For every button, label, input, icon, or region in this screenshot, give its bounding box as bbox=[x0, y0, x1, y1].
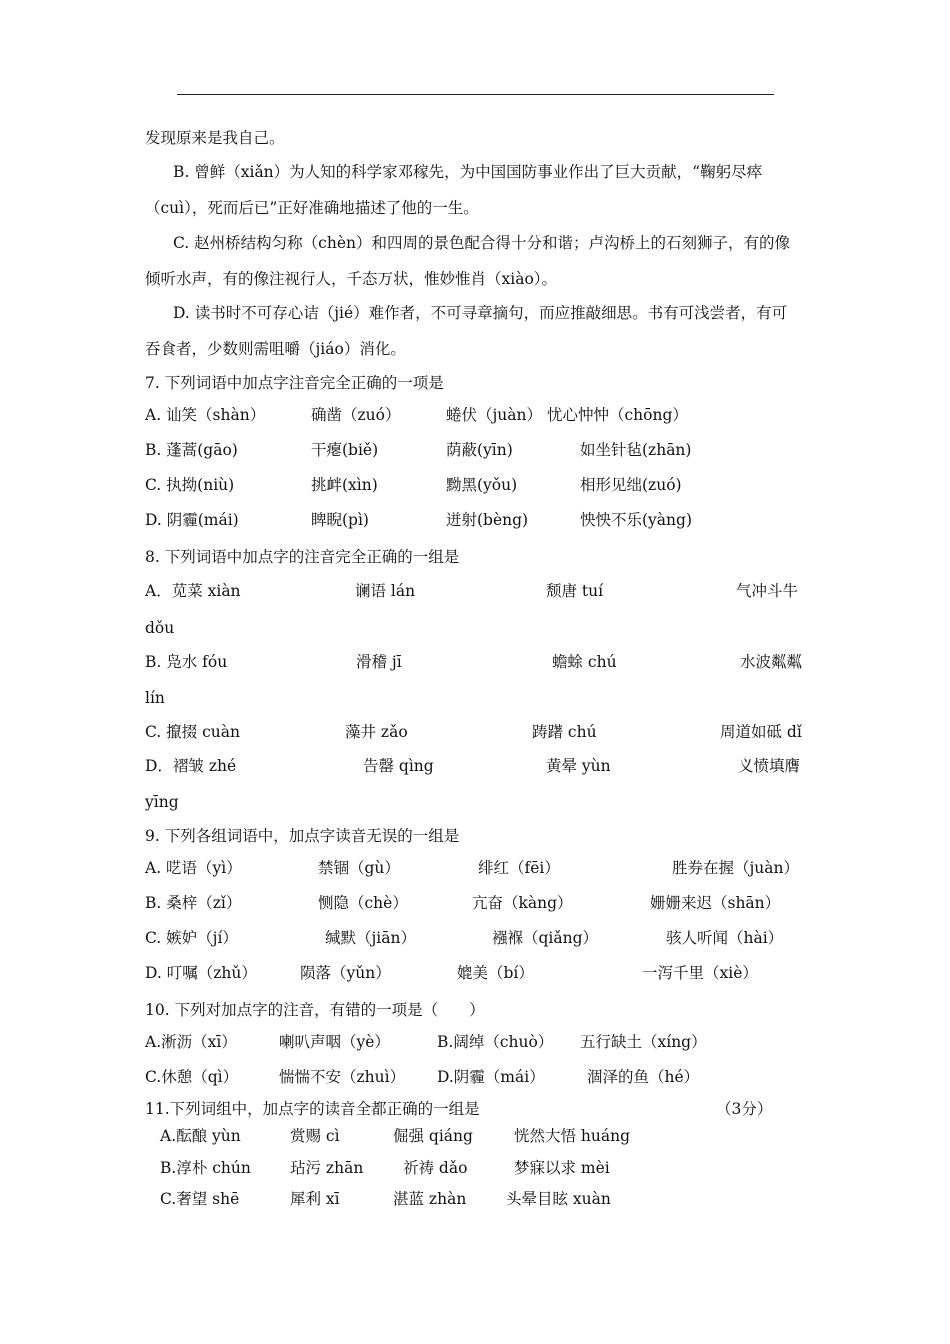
q9-d-2: 陨落（yǔn） bbox=[300, 964, 391, 982]
q11-c-2: 犀利 xī bbox=[290, 1190, 340, 1208]
question-11-score: （3分） bbox=[716, 1100, 773, 1118]
q11-a-3: 倔强 qiáng bbox=[393, 1127, 473, 1145]
option-b-line: B. 曾鲜（xiǎn）为人知的科学家邓稼先，为中国国防事业作出了巨大贡献，“鞠躬尽瘁 bbox=[173, 163, 763, 181]
question-10-stem: 10. 下列对加点字的注音，有错的一项是（ ） bbox=[145, 1001, 485, 1019]
q11-a-2: 赏赐 cì bbox=[290, 1127, 340, 1145]
paragraph-line: （cuì），死而后已”正好准确地描述了他的一生。 bbox=[145, 199, 479, 217]
q11-b-4: 梦寐以求 mèi bbox=[514, 1159, 610, 1177]
q9-d-1: D. 叮嘱（zhǔ） bbox=[145, 964, 257, 982]
q11-c-3: 湛蓝 zhàn bbox=[393, 1190, 467, 1208]
q10-b-2: 五行缺土（xíng） bbox=[580, 1033, 707, 1051]
q7-a-3: 蜷伏（juàn） bbox=[446, 406, 543, 424]
option-c-line: C. 赵州桥结构匀称（chèn）和四周的景色配合得十分和谐；卢沟桥上的石刻狮子，有的像 bbox=[173, 234, 790, 252]
q9-b-4: 姗姗来迟（shān） bbox=[650, 894, 781, 912]
q9-a-4: 胜券在握（juàn） bbox=[672, 859, 800, 877]
q9-d-4: 一泻千里（xiè） bbox=[642, 964, 758, 982]
q8-d-wrap: yīng bbox=[145, 793, 179, 811]
q10-c-2: 惴惴不安（zhuì） bbox=[279, 1068, 406, 1086]
q8-c-3: 踌躇 chú bbox=[532, 723, 597, 741]
q10-a-1: A.淅沥（xī） bbox=[145, 1033, 237, 1051]
q7-a-2: 确凿（zuó） bbox=[311, 406, 401, 424]
paragraph-line: 吞食者，少数则需咀嚼（jiáo）消化。 bbox=[145, 340, 406, 358]
q8-a-3: 颓唐 tuí bbox=[546, 582, 604, 600]
q11-b-1: B.淳朴 chún bbox=[160, 1159, 251, 1177]
q8-a-1: A．苋菜 xiàn bbox=[145, 582, 241, 600]
question-7-stem: 7. 下列词语中加点字注音完全正确的一项是 bbox=[145, 374, 444, 392]
q9-c-2: 缄默（jiān） bbox=[325, 929, 416, 947]
q7-a-1: A. 讪笑（shàn） bbox=[145, 406, 266, 424]
q7-b-2: 干瘪(biě) bbox=[311, 441, 379, 459]
q9-a-1: A. 呓语（yì） bbox=[145, 859, 242, 877]
q7-d-2: 睥睨(pì) bbox=[311, 511, 369, 529]
q9-a-3: 绯红（fēi） bbox=[478, 859, 560, 877]
q11-a-4: 恍然大悟 huáng bbox=[514, 1127, 631, 1145]
q9-c-3: 襁褓（qiǎng） bbox=[492, 929, 599, 947]
q9-b-3: 亢奋（kàng） bbox=[472, 894, 573, 912]
q9-a-2: 禁锢（gù） bbox=[318, 859, 400, 877]
q7-d-4: 怏怏不乐(yàng) bbox=[580, 511, 692, 529]
q8-b-2: 滑稽 jī bbox=[356, 653, 402, 671]
q10-a-2: 喇叭声咽（yè） bbox=[279, 1033, 390, 1051]
question-11-stem: 11.下列词组中，加点字的读音全都正确的一组是 bbox=[145, 1100, 480, 1118]
q7-d-1: D. 阴霾(mái) bbox=[145, 511, 239, 529]
q8-d-4: 义愤填膺 bbox=[738, 757, 801, 775]
q7-d-3: 迸射(bèng) bbox=[446, 511, 529, 529]
q11-b-3: 祈祷 dǎo bbox=[403, 1159, 468, 1177]
q8-c-2: 藻井 zǎo bbox=[345, 723, 408, 741]
q8-a-wrap: dǒu bbox=[145, 619, 175, 637]
q8-c-4: 周道如砥 dǐ bbox=[720, 723, 802, 741]
q8-b-wrap: lín bbox=[145, 689, 165, 707]
q8-b-4: 水波粼粼 bbox=[740, 653, 803, 671]
q11-a-1: A.酝酿 yùn bbox=[160, 1127, 241, 1145]
q7-c-2: 挑衅(xìn) bbox=[311, 476, 378, 494]
paragraph-line: 倾听水声，有的像注视行人，千态万状，惟妙惟肖（xiào）。 bbox=[145, 270, 558, 288]
q10-c-1: C.休憩（qì） bbox=[145, 1068, 239, 1086]
q9-c-1: C. 嫉妒（jí） bbox=[145, 929, 238, 947]
q8-b-3: 蟾蜍 chú bbox=[552, 653, 617, 671]
q8-a-4: 气冲斗牛 bbox=[736, 582, 799, 600]
q11-c-4: 头晕目眩 xuàn bbox=[506, 1190, 611, 1208]
q10-d-1: D.阴霾（mái） bbox=[437, 1068, 545, 1086]
q10-b-1: B.阔绰（chuò） bbox=[437, 1033, 554, 1051]
q11-b-2: 玷污 zhān bbox=[290, 1159, 364, 1177]
q7-c-1: C. 执拗(niù) bbox=[145, 476, 235, 494]
question-9-stem: 9. 下列各组词语中，加点字读音无误的一组是 bbox=[145, 827, 460, 845]
paragraph-line: 发现原来是我自己。 bbox=[145, 129, 285, 147]
q7-c-3: 黝黑(yǒu) bbox=[446, 476, 518, 494]
q7-b-1: B. 蓬蒿(gāo) bbox=[145, 441, 238, 459]
q8-d-2: 告罄 qìng bbox=[363, 757, 434, 775]
q7-a-4: 忧心忡忡（chōng） bbox=[547, 406, 688, 424]
q7-c-4: 相形见绌(zuó) bbox=[580, 476, 682, 494]
q8-c-1: C. 攛掇 cuàn bbox=[145, 723, 240, 741]
q9-c-4: 骇人听闻（hài） bbox=[666, 929, 784, 947]
option-d-line: D. 读书时不可存心诘（jié）难作者，不可寻章摘句，而应推敲细思。书有可浅尝者，有可 bbox=[173, 304, 788, 322]
q8-a-2: 谰语 lán bbox=[355, 582, 416, 600]
header-rule bbox=[177, 94, 774, 95]
q11-c-1: C.奢望 shē bbox=[160, 1190, 240, 1208]
q9-d-3: 媲美（bí） bbox=[457, 964, 534, 982]
question-8-stem: 8. 下列词语中加点字的注音完全正确的一组是 bbox=[145, 548, 460, 566]
q8-b-1: B. 凫水 fóu bbox=[145, 653, 228, 671]
q9-b-1: B. 桑梓（zǐ） bbox=[145, 894, 242, 912]
q7-b-3: 荫蔽(yīn) bbox=[446, 441, 513, 459]
q9-b-2: 恻隐（chè） bbox=[318, 894, 408, 912]
q8-d-1: D．褶皱 zhé bbox=[145, 757, 237, 775]
q8-d-3: 黄晕 yùn bbox=[546, 757, 611, 775]
q10-d-2: 涸泽的鱼（hé） bbox=[587, 1068, 700, 1086]
q7-b-4: 如坐针毡(zhān) bbox=[580, 441, 692, 459]
